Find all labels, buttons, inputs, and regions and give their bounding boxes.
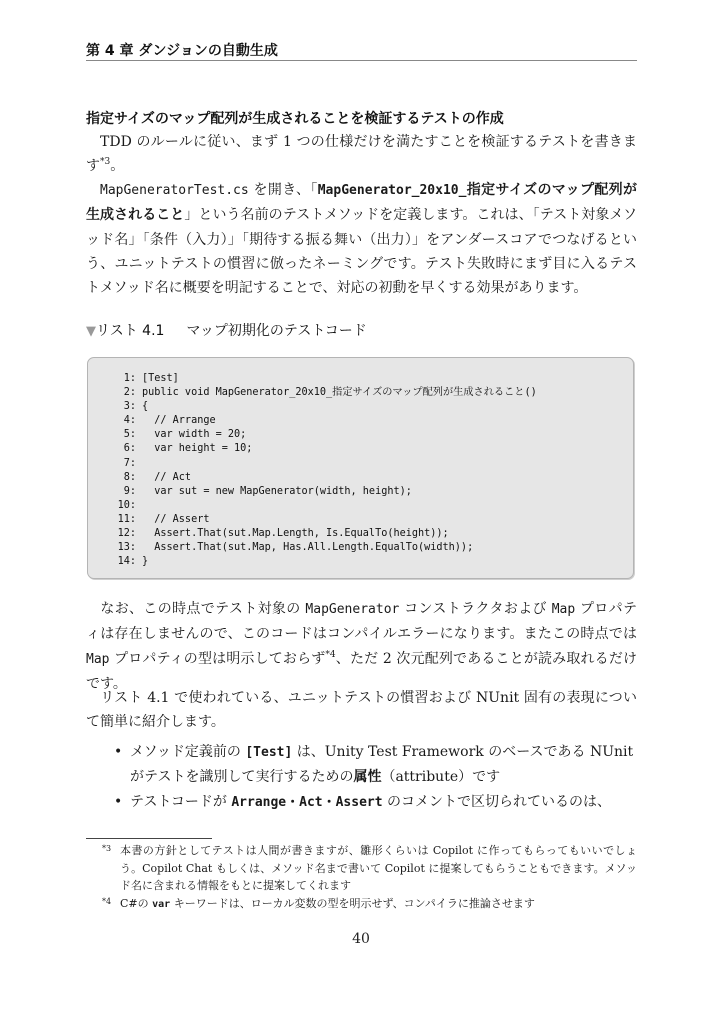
bullet-icon: •	[114, 793, 123, 810]
code-line	[114, 541, 537, 555]
paragraph-tdd-rule	[86, 130, 637, 179]
footnote-text: 本書の方針としてテストは人間が書きますが、雛形くらいは Copilot に作ってもらってもいいでしょう。Copilot Chat もしくは、メソッド名まで書いて Copilot に提案してもらうこともできます。メソッド名に含まれる情報をもとに提案してくれます	[120, 844, 637, 892]
code-line	[114, 386, 537, 400]
code-listing	[87, 357, 634, 579]
paragraph-text: プロパティは存在しませんので、このコードはコンパイルエラーになります。またこの時点では	[86, 601, 638, 643]
line-number: 13:	[117, 542, 136, 554]
inline-code-var: var	[152, 898, 171, 910]
line-number: 2:	[123, 387, 136, 399]
inline-code-method-name: MapGenerator_20x10_	[317, 183, 467, 198]
footnote-ref-3[interactable]: *3	[100, 157, 111, 168]
code-text: // Act	[142, 471, 192, 483]
paragraph-text: 」という名前のテストメソッドを定義します。これは、「テスト対象メソッド名」「条件（入力）」「期待する振る舞い（出力）」をアンダースコアでつなげるという、ユニットテストの慣習に倣ったネーミングです。テスト失敗時にまず目に入るテストメソッド名に概要を明記することで、対応の初動を早くする効果があります。	[86, 207, 638, 297]
chapter-title: 第 4 章 ダンジョンの自動生成	[86, 43, 278, 59]
code-line	[114, 457, 537, 471]
line-number: 6:	[123, 443, 136, 455]
code-line	[114, 414, 537, 428]
footnotes	[86, 842, 637, 913]
code-line	[114, 372, 537, 386]
inline-code-test-attribute: [Test]	[245, 745, 293, 760]
code-text: public void MapGenerator_20x10_指定サイズのマップ配列が生成されること()	[142, 387, 537, 399]
bold-term: 属性	[353, 769, 382, 786]
code-text: {	[142, 401, 149, 413]
code-line	[114, 400, 537, 414]
footnote-text: C#の	[120, 896, 153, 910]
footnote-4	[86, 895, 637, 914]
code-line	[114, 471, 537, 485]
code-line	[114, 485, 537, 499]
paragraph-method-naming	[86, 178, 637, 300]
paragraph-text: TDD のルールに従い、まず 1 つの仕様だけを満たすことを検証するテストを書きます	[86, 134, 637, 175]
footnote-mark: *3	[102, 844, 112, 853]
listing-title: マップ初期化のテストコード	[186, 323, 367, 339]
line-number: 3:	[123, 401, 136, 413]
line-number: 4:	[123, 415, 136, 427]
footnote-text: キーワードは、ローカル変数の型を明示せず、コンパイラに推論させます	[170, 896, 535, 910]
list-item-text: テストコードが	[130, 793, 232, 810]
line-number: 10:	[117, 499, 136, 511]
line-number: 7:	[123, 457, 136, 469]
footnote-divider	[86, 838, 212, 839]
bold-method-name-jp: 指定サイズのマップ配列が生成されること	[86, 182, 638, 224]
line-number: 14:	[117, 556, 136, 568]
code-line	[114, 527, 537, 541]
list-item-text: （attribute）です	[381, 769, 501, 786]
line-number: 12:	[117, 528, 136, 540]
paragraph-intro-list	[86, 686, 637, 735]
section-heading: 指定サイズのマップ配列が生成されることを検証するテストの作成	[86, 111, 504, 127]
list-item-text: メソッド定義前の	[130, 744, 246, 760]
paragraph-text: 。	[110, 158, 125, 175]
list-item	[86, 740, 637, 790]
paragraph-text: コンストラクタおよび	[399, 601, 552, 617]
listing-caption	[86, 321, 367, 342]
inline-code-aaa: Arrange・Act・Assert	[231, 794, 383, 810]
line-number: 9:	[123, 485, 136, 497]
triangle-down-icon: ▼	[86, 324, 96, 339]
line-number: 8:	[123, 471, 136, 483]
running-header	[86, 40, 637, 61]
footnote-mark: *4	[102, 896, 112, 906]
paragraph-text: なお、この時点でテスト対象の	[100, 601, 306, 617]
list-item-text: のコメントで区切られているのは、	[382, 793, 612, 810]
bullet-list	[86, 740, 637, 815]
paragraph-compile-error	[86, 597, 637, 696]
page-number: 40	[352, 931, 370, 947]
code-line	[114, 555, 537, 569]
paragraph-text: 、ただ 2 次元配列であることが読み取れるだけです。	[86, 650, 637, 692]
paragraph-text: を開き、「	[248, 182, 318, 198]
line-number: 11:	[117, 513, 136, 525]
code-line	[114, 513, 537, 527]
code-line	[114, 499, 537, 513]
footnote-ref-4[interactable]: *4	[325, 649, 336, 660]
line-number: 1:	[123, 373, 136, 384]
code-text: }	[142, 556, 149, 568]
paragraph-text: プロパティの型は明示しておらず	[109, 650, 326, 667]
code-text: // Arrange	[142, 415, 216, 427]
code-line	[114, 442, 537, 456]
inline-code-map: Map	[86, 651, 110, 667]
code-text: var sut = new MapGenerator(width, height);	[142, 485, 412, 497]
code-text: var height = 10;	[142, 443, 253, 455]
listing-number: リスト 4.1	[96, 323, 165, 339]
inline-code-mapgenerator: MapGenerator	[305, 602, 400, 617]
code-text: Assert.That(sut.Map, Has.All.Length.EqualTo(width));	[142, 542, 474, 554]
list-item-text: は、Unity Test Framework のベースである NUnit がテストを識別して実行するための	[130, 744, 634, 786]
inline-code-map: Map	[551, 602, 576, 617]
line-number: 5:	[123, 429, 136, 441]
code-text: var width = 20;	[142, 429, 247, 441]
paragraph-text: リスト 4.1 で使われている、ユニットテストの慣習および NUnit 固有の表現について簡単に紹介します。	[86, 690, 637, 731]
code-lines	[114, 372, 537, 569]
code-text: [Test]	[142, 373, 179, 384]
bullet-icon: •	[114, 744, 123, 760]
code-text: Assert.That(sut.Map.Length, Is.EqualTo(height));	[142, 528, 449, 540]
list-item	[86, 790, 637, 815]
code-line	[114, 428, 537, 442]
footnote-3	[86, 842, 637, 895]
code-text: // Assert	[142, 513, 210, 525]
inline-code-filename: MapGeneratorTest.cs	[100, 183, 249, 198]
